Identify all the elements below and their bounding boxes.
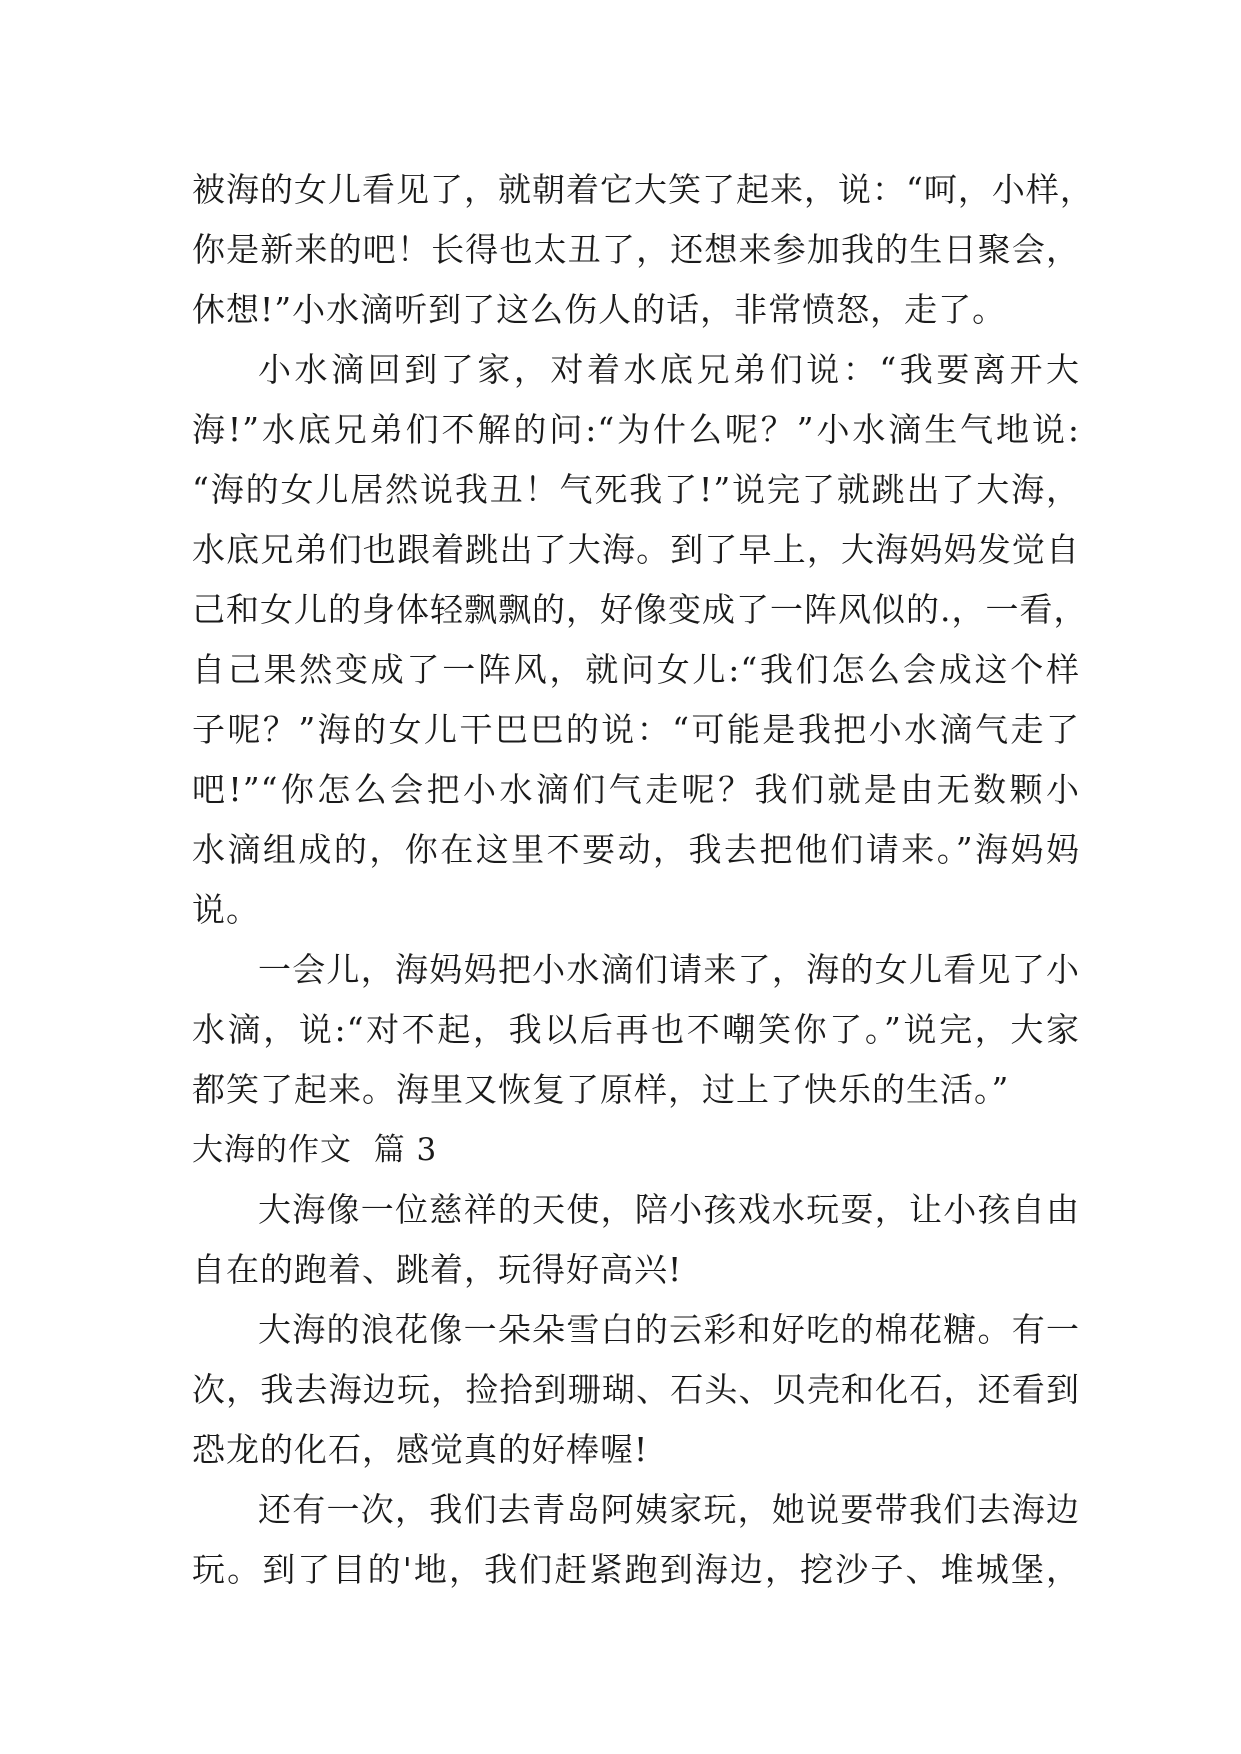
text-line: 还有一次，我们去青岛阿姨家玩，她说要带我们去海边 xyxy=(258,1490,1080,1529)
paragraph xyxy=(192,940,1080,1120)
text-line: 大海像一位慈祥的天使，陪小孩戏水玩耍，让小孩自由 xyxy=(258,1190,1080,1229)
text-line: 己和女儿的身体轻飘飘的，好像变成了一阵风似的.，一看， xyxy=(192,590,1088,629)
text-line: 大海的浪花像一朵朵雪白的云彩和好吃的棉花糖。有一 xyxy=(258,1310,1080,1349)
text-line: 子呢？”海的女儿干巴巴的说：“可能是我把小水滴气走了 xyxy=(192,710,1080,749)
text-line: 都笑了起来。海里又恢复了原样，过上了快乐的生活。” xyxy=(192,1070,1010,1109)
text-line: 水滴，说:“对不起，我以后再也不嘲笑你了。”说完，大家 xyxy=(192,1010,1080,1049)
text-line: 被海的女儿看见了，就朝着它大笑了起来，说：“呵，小样， xyxy=(192,170,1094,209)
paragraph xyxy=(192,160,1094,340)
text-line: 自在的跑着、跳着，玩得好高兴! xyxy=(192,1250,683,1289)
text-line: 恐龙的化石，感觉真的好棒喔! xyxy=(192,1430,649,1469)
text-line: 次，我去海边玩，捡拾到珊瑚、石头、贝壳和化石，还看到 xyxy=(192,1370,1080,1409)
text-line: 你是新来的吧！长得也太丑了，还想来参加我的生日聚会， xyxy=(192,230,1080,269)
text-line: 海!”水底兄弟们不解的问:“为什么呢？”小水滴生气地说: xyxy=(192,410,1080,449)
text-line: 一会儿，海妈妈把小水滴们请来了，海的女儿看见了小 xyxy=(258,950,1080,989)
section-heading xyxy=(192,1120,1080,1180)
paragraph xyxy=(192,1480,1080,1600)
paragraph xyxy=(192,340,1088,940)
text-line: 玩。到了目的'地，我们赶紧跑到海边，挖沙子、堆城堡， xyxy=(192,1550,1080,1589)
text-line: 吧!”“你怎么会把小水滴们气走呢？我们就是由无数颗小 xyxy=(192,770,1080,809)
text-line: “海的女儿居然说我丑！气死我了!”说完了就跳出了大海， xyxy=(192,470,1080,509)
text-line: 小水滴回到了家，对着水底兄弟们说：“我要离开大 xyxy=(258,350,1080,389)
text-line: 自己果然变成了一阵风，就问女儿:“我们怎么会成这个样 xyxy=(192,650,1080,689)
paragraph xyxy=(192,1180,1080,1300)
section-title: 大海的作文 篇 3 xyxy=(192,1132,438,1168)
text-line: 水底兄弟们也跟着跳出了大海。到了早上，大海妈妈发觉自 xyxy=(192,530,1080,569)
text-line: 休想!”小水滴听到了这么伤人的话，非常愤怒，走了。 xyxy=(192,290,1007,329)
text-line: 说。 xyxy=(192,890,260,929)
paragraph xyxy=(192,1300,1080,1480)
text-line: 水滴组成的，你在这里不要动，我去把他们请来。”海妈妈 xyxy=(192,830,1080,869)
document-body xyxy=(192,160,1094,1600)
